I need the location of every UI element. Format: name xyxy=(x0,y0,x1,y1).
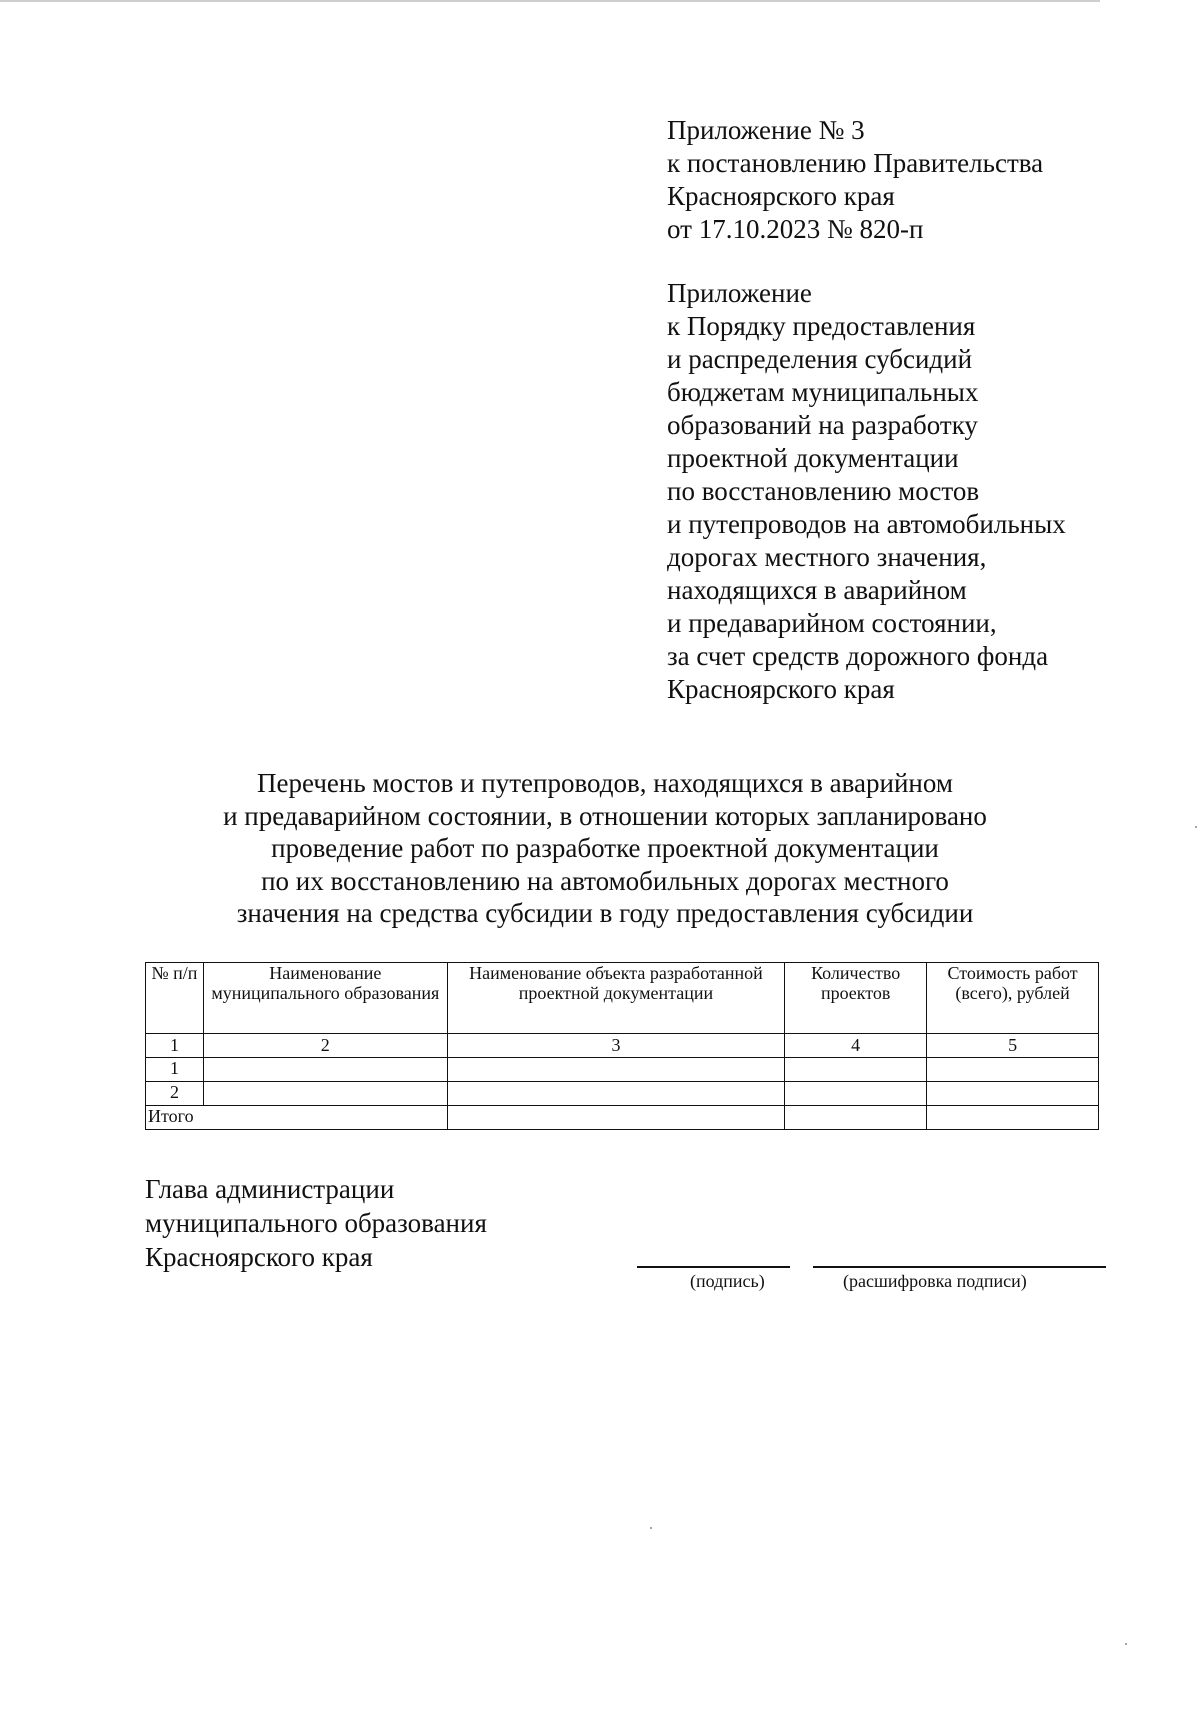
appendix-sub-line: бюджетам муниципальных xyxy=(667,377,979,407)
table-cell xyxy=(447,1082,785,1106)
appendix-sub-line: и распределения субсидий xyxy=(667,344,973,374)
column-number: 3 xyxy=(447,1034,785,1058)
appendix-sub-line: по восстановлению мостов xyxy=(667,476,980,506)
appendix-sub-line: и предаварийном состоянии, xyxy=(667,608,997,638)
header-municipality: Наименование муниципального образования xyxy=(203,963,447,1034)
header-project-count: Количество проектов xyxy=(785,963,927,1034)
signature-line: Глава администрации xyxy=(145,1174,395,1204)
column-number-row xyxy=(146,1034,1099,1058)
appendix-sub-line: проектной документации xyxy=(667,443,959,473)
table-cell xyxy=(447,1106,785,1130)
table-row xyxy=(146,1058,1099,1082)
appendix-sub-line: Красноярского края xyxy=(667,674,895,704)
bridges-table xyxy=(145,962,1099,1130)
scan-top-edge xyxy=(0,0,1100,2)
column-number: 4 xyxy=(785,1034,927,1058)
table-header-row xyxy=(146,963,1099,1034)
header-number: № п/п xyxy=(146,963,204,1034)
scan-speck xyxy=(1125,1643,1127,1645)
column-number: 2 xyxy=(203,1034,447,1058)
appendix-sub-line: Приложение xyxy=(667,278,812,308)
table-cell xyxy=(785,1106,927,1130)
appendix-header xyxy=(667,114,1043,246)
appendix-subheader xyxy=(667,277,1066,706)
scan-speck xyxy=(650,1527,652,1529)
appendix-sub-line: и путепроводов на автомобильных xyxy=(667,509,1066,539)
appendix-sub-line: за счет средств дорожного фонда xyxy=(667,641,1049,671)
row-number: 2 xyxy=(146,1082,204,1106)
table-cell xyxy=(927,1058,1099,1082)
total-row xyxy=(146,1106,1099,1130)
signature-caption: (подпись) xyxy=(690,1271,765,1291)
signature-decode-blank xyxy=(813,1266,1106,1268)
table-cell xyxy=(927,1106,1099,1130)
table-cell xyxy=(203,1058,447,1082)
scan-speck xyxy=(1195,826,1197,828)
title-line: проведение работ по разработке проектной документации xyxy=(271,833,939,863)
signature-line: Красноярского края xyxy=(145,1242,373,1272)
appendix-line: Красноярского края xyxy=(667,181,895,211)
title-line: Перечень мостов и путепроводов, находящихся в аварийном xyxy=(257,768,953,798)
appendix-sub-line: к Порядку предоставления xyxy=(667,311,976,341)
table-cell xyxy=(927,1082,1099,1106)
signature-blank xyxy=(637,1266,790,1268)
signature-block xyxy=(145,1172,487,1274)
table-cell xyxy=(203,1082,447,1106)
table-cell xyxy=(785,1058,927,1082)
title-line: и предаварийном состоянии, в отношении которых запланировано xyxy=(223,800,987,831)
document-title xyxy=(130,767,1080,930)
row-number: 1 xyxy=(146,1058,204,1082)
appendix-line: Приложение № 3 xyxy=(667,115,865,145)
appendix-sub-line: находящихся в аварийном xyxy=(667,575,967,605)
appendix-sub-line: дорогах местного значения, xyxy=(667,542,987,572)
table-cell xyxy=(785,1082,927,1106)
signature-line: муниципального образования xyxy=(145,1208,487,1238)
signature-decode-caption: (расшифровка подписи) xyxy=(843,1271,1027,1291)
appendix-line: к постановлению Правительства xyxy=(667,148,1044,178)
appendix-sub-line: образований на разработку xyxy=(667,410,978,440)
title-line: значения на средства субсидии в году предоставления субсидии xyxy=(236,898,974,928)
column-number: 1 xyxy=(146,1034,204,1058)
appendix-line: от 17.10.2023 № 820-п xyxy=(667,214,924,244)
table-row xyxy=(146,1082,1099,1106)
column-number: 5 xyxy=(927,1034,1099,1058)
total-label: Итого xyxy=(146,1106,448,1130)
header-object: Наименование объекта разработанной проектной документации xyxy=(447,963,785,1034)
table-cell xyxy=(447,1058,785,1082)
title-line: по их восстановлению на автомобильных дорогах местного xyxy=(261,865,949,896)
header-cost: Стоимость работ (всего), рублей xyxy=(927,963,1099,1034)
